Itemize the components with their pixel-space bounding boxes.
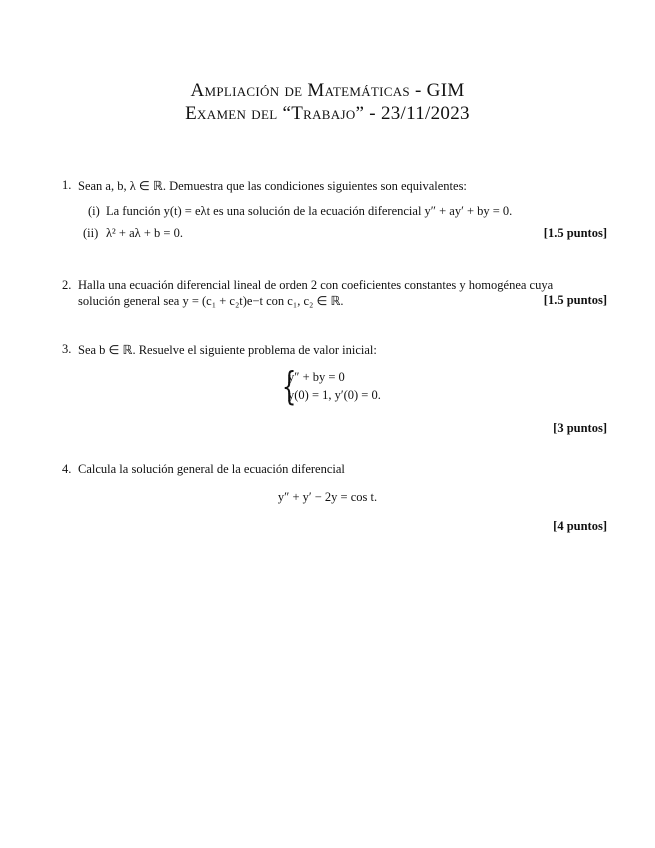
problem-1-statement: Sean a, b, λ ∈ ℝ. Demuestra que las condiciones siguientes son equivalentes:: [78, 179, 467, 193]
problem-4-statement: Calcula la solución general de la ecuación diferencial: [78, 462, 345, 476]
problem-4-equation: y″ + y′ − 2y = cos t.: [277, 490, 378, 504]
problem-3-points: [3 puntos]: [553, 421, 607, 435]
problem-1-points: [1.5 puntos]: [543, 226, 607, 240]
course-title: Ampliación de Matemáticas - GIM: [190, 80, 465, 101]
problem-1-item-ii: λ² + aλ + b = 0.: [106, 226, 183, 240]
problem-1-item-i: La función y(t) = eλt es una solución de la ecuación diferencial y″ + ay′ + by = 0.: [106, 204, 513, 218]
problem-2-points: [1.5 puntos]: [543, 293, 607, 307]
problem-2-statement-line1: Halla una ecuación diferencial lineal de orden 2 con coeficientes constantes y homogénea cuya: [78, 278, 554, 292]
problem-4-points: [4 puntos]: [553, 519, 607, 533]
problem-2-number: 2.: [62, 278, 72, 292]
problem-1-number: 1.: [62, 178, 72, 192]
problem-2-statement-line2: solución general sea y = (c₁ + c₂t)e−t con c₁, c₂ ∈ ℝ.: [78, 294, 344, 308]
exam-title: Examen del “Trabajo” - 23/11/2023: [185, 103, 470, 124]
problem-3-system-line2: y(0) = 1, y′(0) = 0.: [288, 388, 381, 402]
problem-3-statement: Sea b ∈ ℝ. Resuelve el siguiente problema de valor inicial:: [78, 343, 377, 357]
problem-4-number: 4.: [62, 462, 72, 476]
problem-3-system-line1: y″ + by = 0: [288, 370, 345, 384]
problem-3-number: 3.: [62, 342, 72, 356]
problem-1-item-ii-label: (ii): [83, 226, 99, 240]
system-brace: {: [281, 364, 297, 408]
problem-1-item-i-label: (i): [88, 204, 100, 218]
